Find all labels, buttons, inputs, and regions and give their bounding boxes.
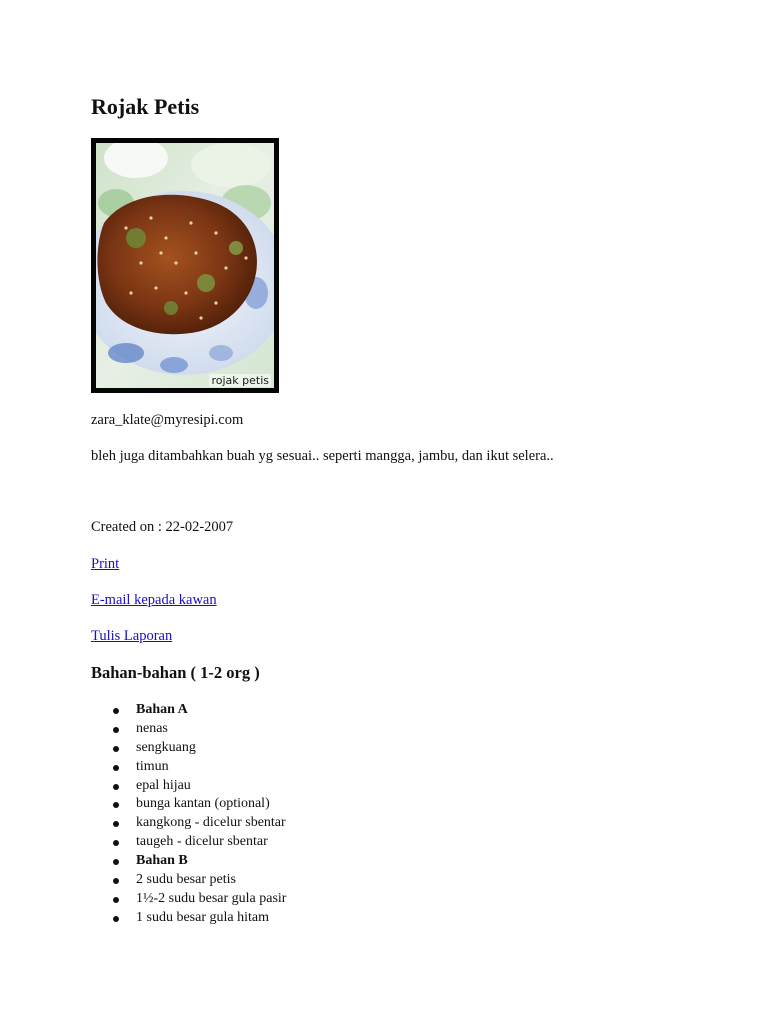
- ingredient-text: kangkong - dicelur sbentar: [136, 815, 286, 831]
- rojak-dish-image: [96, 143, 274, 388]
- ingredient-item: [91, 795, 286, 814]
- ingredient-item: [91, 739, 286, 758]
- bullet-icon: [113, 821, 119, 827]
- recipe-title: Rojak Petis: [91, 94, 200, 119]
- ingredient-text: 1 sudu besar gula hitam: [136, 909, 269, 925]
- photo-watermark: rojak petis: [211, 374, 269, 387]
- ingredient-group-heading: [91, 701, 286, 720]
- bullet-icon: [113, 765, 119, 771]
- ingredient-text: bunga kantan (optional): [136, 796, 270, 812]
- print-link[interactable]: Print: [91, 556, 120, 572]
- bullet-icon: [113, 708, 119, 714]
- bullet-icon: [113, 727, 119, 733]
- ingredient-item: [91, 909, 286, 928]
- bullet-icon: [113, 897, 119, 903]
- bullet-icon: [113, 746, 119, 752]
- ingredient-item: [91, 720, 286, 739]
- ingredients-list: [91, 701, 286, 928]
- ingredient-item: [91, 814, 286, 833]
- ingredient-text: nenas: [136, 720, 168, 736]
- ingredient-text: sengkuang: [136, 739, 196, 755]
- ingredient-text: Bahan A: [136, 702, 188, 717]
- bullet-icon: [113, 878, 119, 884]
- bullet-icon: [113, 840, 119, 846]
- bullet-icon: [113, 802, 119, 808]
- ingredients-heading: Bahan-bahan ( 1-2 org ): [91, 663, 260, 682]
- ingredient-text: 2 sudu besar petis: [136, 872, 236, 888]
- ingredient-text: taugeh - dicelur sbentar: [136, 834, 268, 850]
- report-link[interactable]: Tulis Laporan: [91, 628, 173, 644]
- ingredient-item: [91, 777, 286, 796]
- ingredient-item: [91, 871, 286, 890]
- ingredient-text: timun: [136, 758, 169, 774]
- recipe-note: bleh juga ditambahkan buah yg sesuai.. seperti mangga, jambu, dan ikut selera..: [91, 448, 554, 464]
- ingredient-item: [91, 833, 286, 852]
- ingredient-text: Bahan B: [136, 853, 188, 869]
- bullet-icon: [113, 784, 119, 790]
- bullet-icon: [113, 916, 119, 922]
- ingredient-group-heading: [91, 852, 286, 871]
- ingredient-text: epal hijau: [136, 777, 191, 793]
- bullet-icon: [113, 859, 119, 865]
- email-friend-link[interactable]: E-mail kepada kawan: [91, 592, 217, 608]
- author-email: zara_klate@myresipi.com: [91, 412, 244, 428]
- recipe-photo: [91, 138, 279, 393]
- ingredient-item: [91, 890, 286, 909]
- ingredient-item: [91, 758, 286, 777]
- ingredient-text: 1½-2 sudu besar gula pasir: [136, 890, 287, 906]
- created-date: Created on : 22-02-2007: [91, 519, 234, 535]
